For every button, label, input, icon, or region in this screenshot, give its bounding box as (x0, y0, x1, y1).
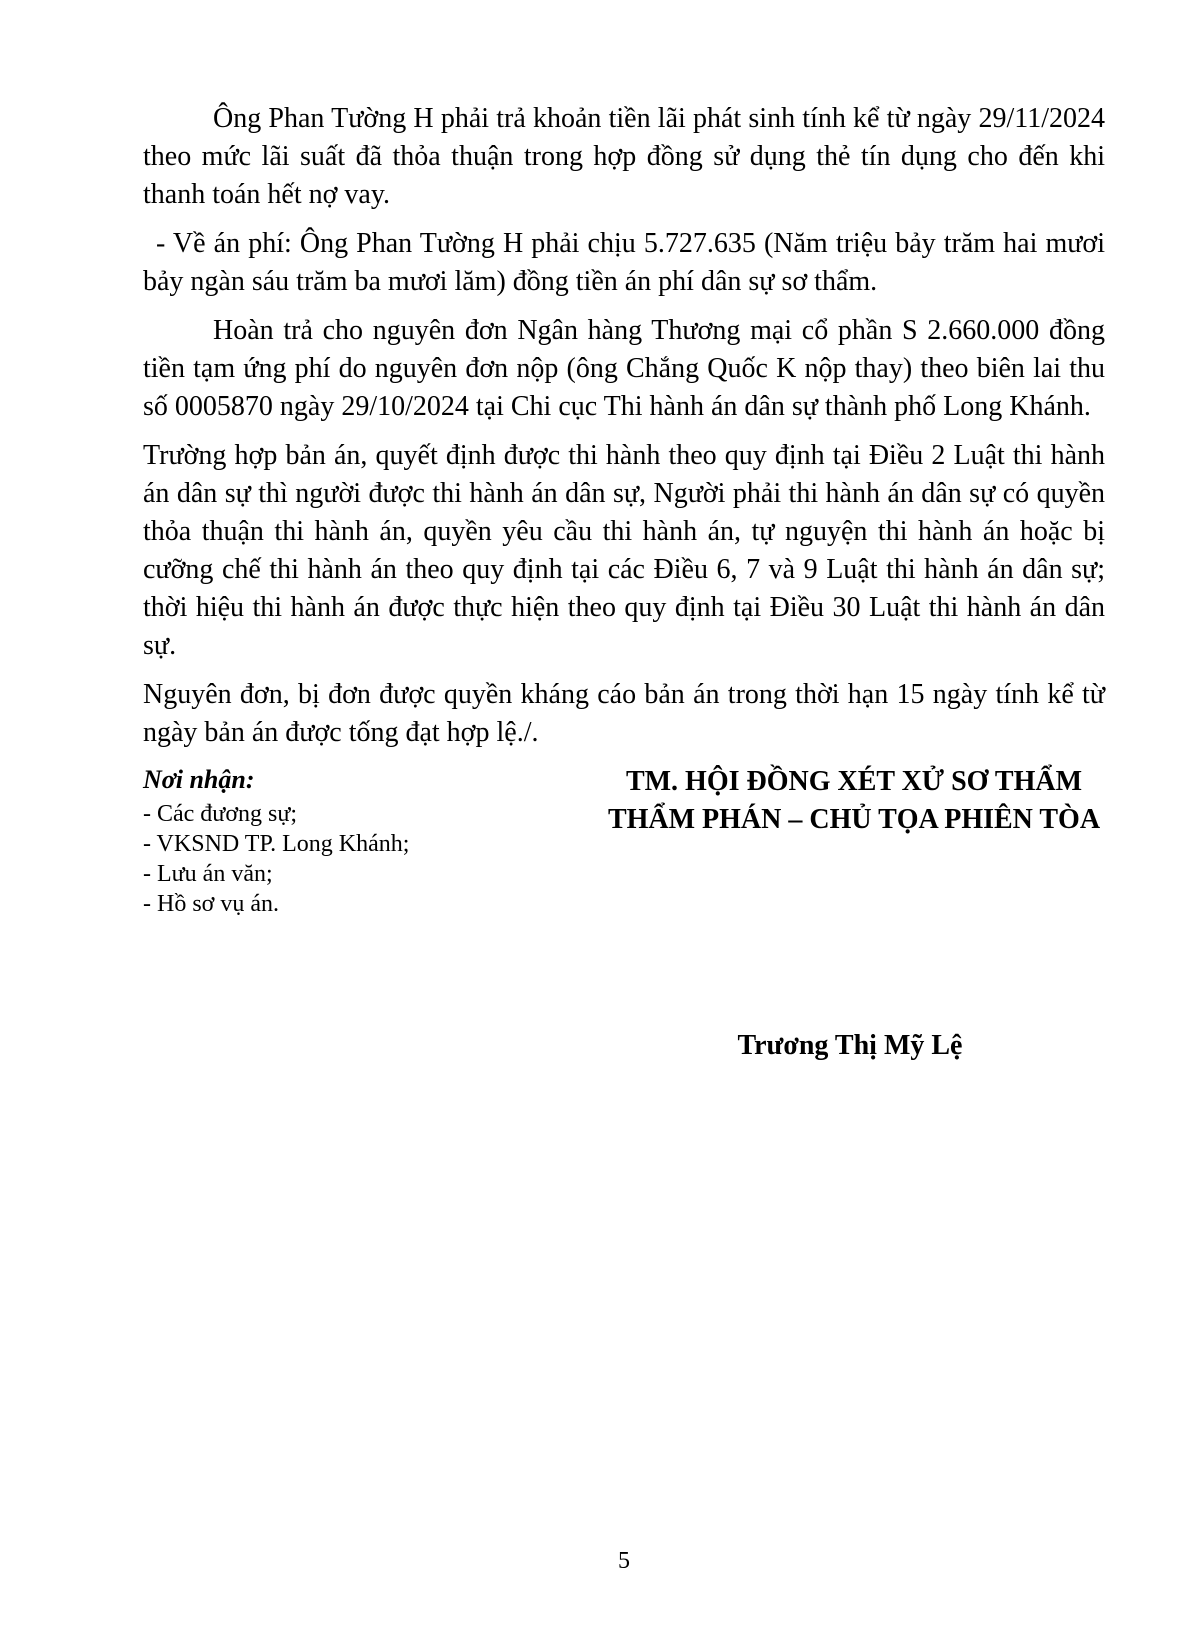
document-body (143, 100, 1105, 919)
paragraph-enforcement-provisions: Trường hợp bản án, quyết định được thi hành theo quy định tại Điều 2 Luật thi hành án dân sự thì người được thi hành án dân sự, Người phải thi hành án dân sự có quyền thỏa thuận thi hành án, quyền yêu cầu thi hành án, tự nguyện thi hành án hoặc bị cưỡng chế thi hành án theo quy định tại các Điều 6, 7 và 9 Luật thi hành án dân sự; thời hiệu thi hành án được thực hiện theo quy định tại Điều 30 Luật thi hành án dân sự. (143, 440, 1105, 661)
signature-role-line: THẨM PHÁN – CHỦ TỌA PHIÊN TÒA (607, 804, 1101, 835)
signature-block (573, 763, 1105, 839)
page-number: 5 (618, 1548, 630, 1574)
signature-committee-line: TM. HỘI ĐỒNG XÉT XỬ SƠ THẨM (625, 766, 1083, 797)
recipient-item-parties: - Các đương sự; (143, 801, 298, 827)
recipient-item-case-file: - Hồ sơ vụ án. (143, 891, 280, 917)
recipients-block (143, 763, 573, 919)
judge-name: Trương Thị Mỹ Lệ (737, 1030, 963, 1061)
footer-row (143, 763, 1105, 919)
recipient-item-archive: - Lưu án văn; (143, 861, 273, 887)
paragraph-appeal-rights: Nguyên đơn, bị đơn được quyền kháng cáo bản án trong thời hạn 15 ngày tính kể từ ngày bản án được tống đạt hợp lệ./. (143, 679, 1105, 748)
paragraph-fee-refund: Hoàn trả cho nguyên đơn Ngân hàng Thương mại cổ phần S 2.660.000 đồng tiền tạm ứng phí do nguyên đơn nộp (ông Chắng Quốc K nộp thay) theo biên lai thu số 0005870 ngày 29/10/2024 tại Chi cục Thi hành án dân sự thành phố Long Khánh. (143, 315, 1105, 422)
paragraph-interest-payment: Ông Phan Tường H phải trả khoản tiền lãi phát sinh tính kể từ ngày 29/11/2024 theo mức lãi suất đã thỏa thuận trong hợp đồng sử dụng thẻ tín dụng cho đến khi thanh toán hết nợ vay. (143, 103, 1105, 210)
recipient-item-procuracy: - VKSND TP. Long Khánh; (143, 831, 410, 857)
paragraph-court-fee: - Về án phí: Ông Phan Tường H phải chịu 5.727.635 (Năm triệu bảy trăm hai mươi bảy ngàn sáu trăm ba mươi lăm) đồng tiền án phí dân sự sơ thẩm. (143, 228, 1105, 297)
recipients-header: Nơi nhận: (143, 765, 255, 794)
